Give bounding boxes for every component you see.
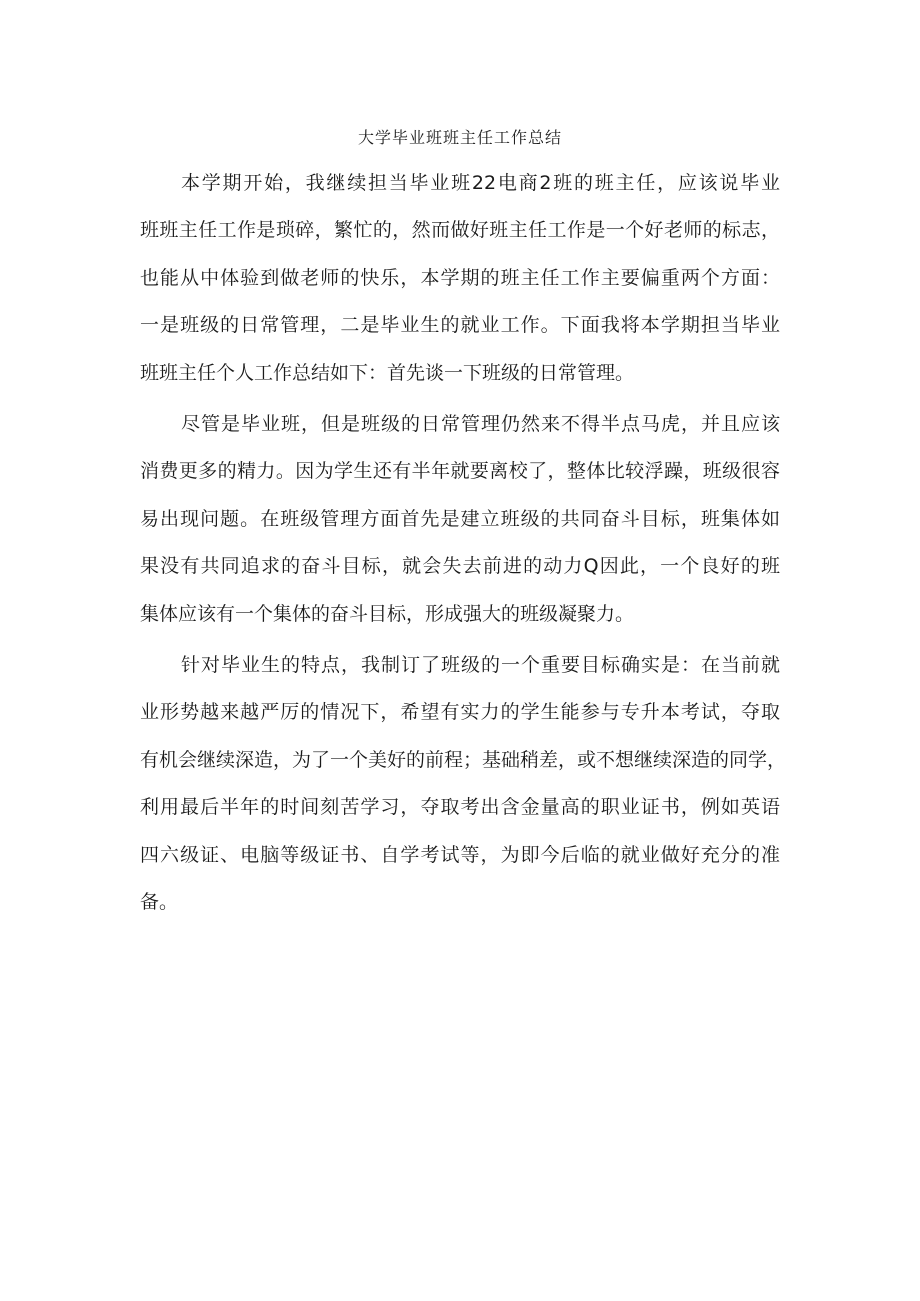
paragraph-1-line-3: 也能从中体验到做老师的快乐，本学期的班主任工作主要偏重两个方面： (140, 267, 780, 289)
paragraph-3-line-2: 业形势越来越严厉的情况下，希望有实力的学生能参与专升本考试，夺取 (140, 701, 780, 723)
paragraph-2-line-3: 易出现问题。在班级管理方面首先是建立班级的共同奋斗目标，班集体如 (140, 508, 780, 530)
paragraph-1-line-1: 本学期开始，我继续担当毕业班22电商2班的班主任，应该说毕业 (181, 172, 780, 194)
paragraph-2-line-1: 尽管是毕业班，但是班级的日常管理仍然来不得半点马虎，并且应该 (181, 413, 780, 435)
paragraph-3-line-3: 有机会继续深造，为了一个美好的前程；基础稍差，或不想继续深造的同学， (140, 749, 787, 771)
paragraph-2-line-5: 集体应该有一个集体的奋斗目标，形成强大的班级凝聚力。 (140, 603, 635, 625)
paragraph-3-line-1: 针对毕业生的特点，我制订了班级的一个重要目标确实是：在当前就 (181, 654, 780, 676)
paragraph-2-line-2: 消费更多的精力。因为学生还有半年就要离校了，整体比较浮躁，班级很容 (140, 460, 780, 482)
paragraph-2-line-4: 果没有共同追求的奋斗目标，就会失去前进的动力Q因此，一个良好的班 (140, 555, 780, 577)
paragraph-1-line-4: 一是班级的日常管理，二是毕业生的就业工作。下面我将本学期担当毕业 (140, 314, 780, 336)
paragraph-3-line-4: 利用最后半年的时间刻苦学习，夺取考出含金量高的职业证书，例如英语 (140, 796, 780, 818)
paragraph-3-line-6: 备。 (140, 891, 179, 913)
paragraph-3-line-5: 四六级证、电脑等级证书、自学考试等，为即今后临的就业做好充分的准 (140, 844, 780, 866)
paragraph-1-line-5: 班班主任个人工作总结如下：首先谈一下班级的日常管理。 (140, 362, 635, 384)
document-title: 大学毕业班班主任工作总结 (357, 128, 562, 147)
paragraph-1-line-2: 班班主任工作是琐碎，繁忙的，然而做好班主任工作是一个好老师的标志， (140, 219, 780, 241)
